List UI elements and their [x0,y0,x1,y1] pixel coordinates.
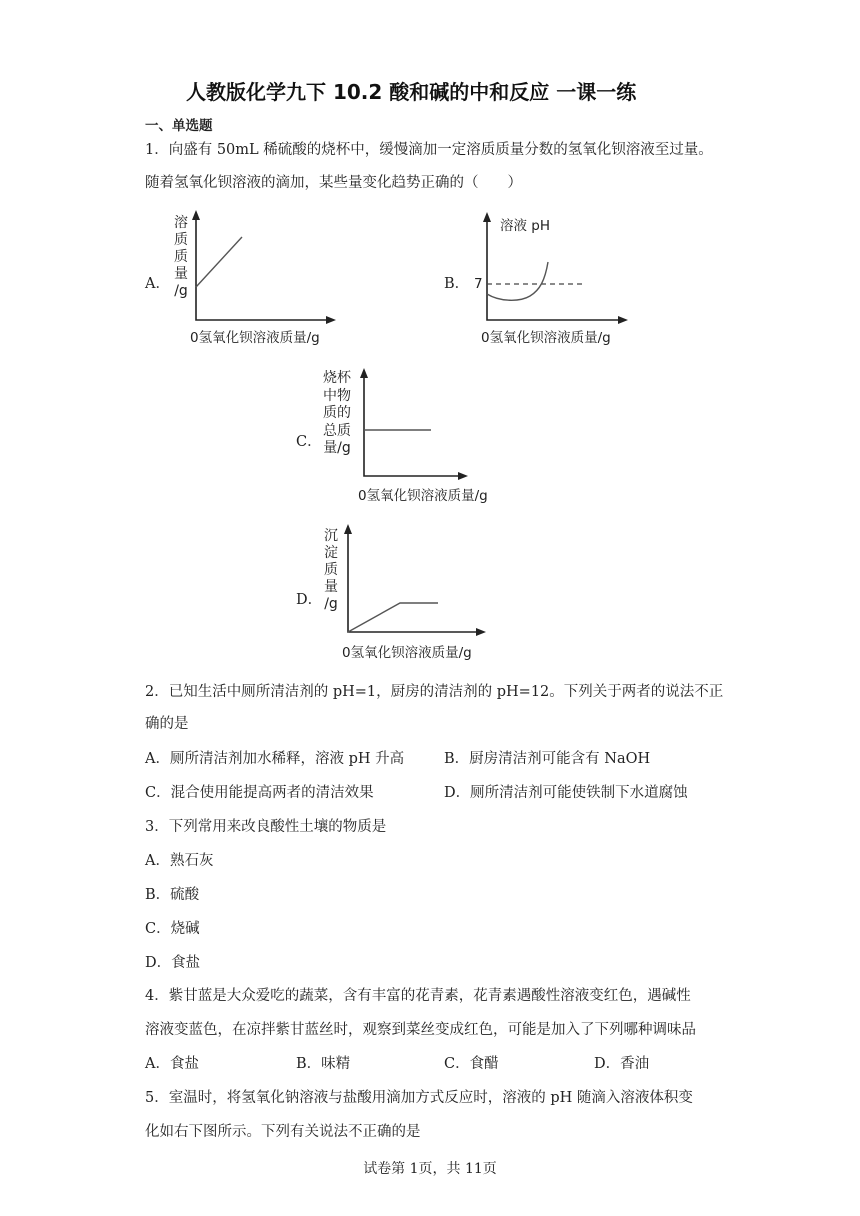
q1-option-b-label: B． [444,276,470,292]
q3-option-b: B．硫酸 [145,887,200,903]
q4-option-d: D．香油 [594,1056,650,1072]
q1-graph-a-xlabel: 0氢氧化钡溶液质量/g [190,330,320,346]
q2-option-a: A．厕所清洁剂加水稀释，溶液 pH 升高 [145,751,405,767]
q1-graph-b-ytick: 7 [474,276,483,292]
q5-stem-line1: 5．室温时，将氢氧化钠溶液与盐酸用滴加方式反应时，溶液的 pH 随滴入溶液体积变 [145,1090,693,1106]
graph-d-y-arrow [344,524,352,534]
q1-option-d-label: D． [296,592,323,608]
q4-option-c: C．食醋 [444,1056,499,1072]
q5-stem-line2: 化如右下图所示。下列有关说法不正确的是 [145,1124,421,1140]
q4-option-a: A．食盐 [145,1056,199,1072]
q4-option-b: B．味精 [296,1056,351,1072]
page-footer: 试卷第 1页，共 11页 [363,1161,497,1177]
q2-stem-line1: 2．已知生活中厕所清洁剂的 pH=1，厨房的清洁剂的 pH=12。下列关于两者的说法不正 [145,684,724,700]
section-heading: 一、单选题 [145,118,213,134]
q3-stem: 3．下列常用来改良酸性土壤的物质是 [145,819,387,835]
graph-d-axes [348,530,480,632]
q3-option-d: D．食盐 [145,955,201,971]
q1-graph-b-xlabel: 0氢氧化钡溶液质量/g [481,330,611,346]
q2-option-d: D．厕所清洁剂可能使铁制下水道腐蚀 [444,785,688,801]
q2-option-c: C．混合使用能提高两者的清洁效果 [145,785,374,801]
q2-option-b: B．厨房清洁剂可能含有 NaOH [444,751,651,767]
q1-stem-line2: 随着氢氧化钡溶液的滴加，某些量变化趋势正确的（ ） [145,175,522,191]
q4-stem-line2: 溶液变蓝色，在凉拌紫甘蓝丝时，观察到菜丝变成红色，可能是加入了下列哪种调味品 [145,1022,696,1038]
q1-graph-d-xlabel: 0氢氧化钡溶液质量/g [342,645,472,661]
q1-graph-b-ylabel: 溶液 pH [500,218,551,234]
q1-stem-line1: 1．向盛有 50mL 稀硫酸的烧杯中，缓慢滴加一定溶质质量分数的氢氧化钡溶液至过量。 [145,142,713,158]
q1-graph-a-ylabel: 溶 质 质 量 /g [174,215,188,299]
q1-graph-c-xlabel: 0氢氧化钡溶液质量/g [358,488,488,504]
q1-graph-d-ylabel: 沉 淀 质 量 /g [324,528,338,612]
q3-option-a: A．熟石灰 [145,853,214,869]
q3-option-c: C．烧碱 [145,921,200,937]
q1-option-c-label: C． [296,434,322,450]
q4-stem-line1: 4．紫甘蓝是大众爱吃的蔬菜，含有丰富的花青素，花青素遇酸性溶液变红色，遇碱性 [145,988,691,1004]
q1-graph-c-ylabel: 烧杯 中物 质的 总质 量/g [323,370,351,456]
q2-stem-line2: 确的是 [145,716,189,732]
graph-d-curve [348,603,438,632]
page-title: 人教版化学九下 10.2 酸和碱的中和反应 一课一练 [186,80,637,104]
graph-d-x-arrow [476,628,486,636]
q1-option-a-label: A． [145,276,170,292]
